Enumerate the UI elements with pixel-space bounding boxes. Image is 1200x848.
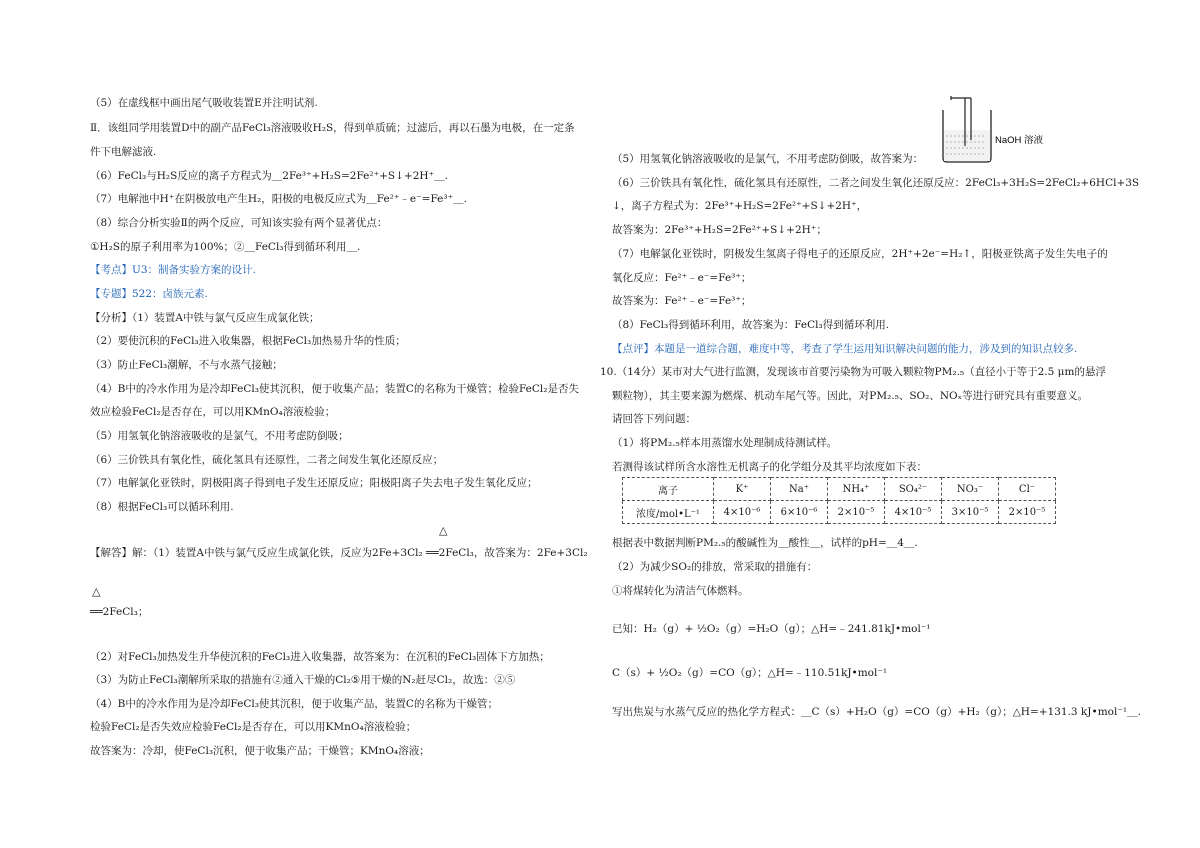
- table-row: [623, 478, 1056, 501]
- text-line: ══2FeCl₃；: [90, 606, 149, 618]
- text-line: （7）电解氯化亚铁时，阴极阳离子得到电子发生还原反应；阳极阳离子失去电子发生氧化反应；: [90, 477, 538, 489]
- text-line: （2）对FeCl₃加热发生升华使沉积的FeCl₃进入收集器，故答案为：在沉积的FeCl₃固体下方加热；: [90, 651, 550, 663]
- text-line: （8）根据FeCl₃可以循环利用.: [90, 501, 234, 513]
- ion-concentration-table: [622, 477, 1056, 524]
- text-line: （3）防止FeCl₃潮解，不与水蒸气接触；: [90, 359, 283, 371]
- text-line: 若测得该试样所含水溶性无机离子的化学组分及其平均浓度如下表：: [612, 461, 927, 473]
- zhuanti-line: 【专题】522：卤族元素.: [90, 288, 208, 300]
- text-line: 请回答下列问题：: [612, 413, 696, 425]
- text-line: ①H₂S的原子利用率为100%；②＿FeCl₃得到循环利用＿.: [90, 241, 361, 253]
- beaker-label: NaOH 溶液: [995, 135, 1044, 146]
- table-header-cell: NO₃⁻: [942, 478, 999, 501]
- table-header-cell: NH₄⁺: [828, 478, 885, 501]
- table-cell: 3×10⁻⁵: [942, 501, 999, 524]
- text-line: （4）B中的冷水作用为是冷却FeCl₃使其沉积，便于收集产品，装置C的名称为干燥管；: [90, 698, 498, 710]
- text-line: （6）三价铁具有氧化性，硫化氢具有还原性，二者之间发生氧化还原反应：2FeCl₃+3H₂S=2FeCl₂+6HCl+3S: [612, 177, 1140, 189]
- text-line: 氧化反应：Fe²⁺﹣e⁻=Fe³⁺；: [612, 272, 752, 284]
- text-line: 效应检验FeCl₂是否存在，可以用KMnO₄溶液检验；: [90, 406, 336, 418]
- table-cell: 2×10⁻⁵: [999, 501, 1056, 524]
- table-cell: 4×10⁻⁶: [714, 501, 771, 524]
- text-line: （2）为减少SO₂的排放，常采取的措施有：: [612, 561, 818, 573]
- text-line: （8）FeCl₃得到循环利用，故答案为：FeCl₃得到循环利用.: [612, 319, 890, 331]
- jieda-line: 【解答】解：（1）装置A中铁与氯气反应生成氯化铁，反应为2Fe+3Cl₂ ══2FeCl₃，故答案为：2Fe+3Cl₂: [90, 547, 588, 559]
- text-line: ①将煤转化为清洁气体燃料。: [612, 585, 749, 597]
- text-line: （6）三价铁具有氧化性，硫化氢具有还原性，二者之间发生氧化还原反应；: [90, 454, 444, 466]
- table-header-cell: K⁺: [714, 478, 771, 501]
- question-10-line: 10.（14分）某市对大气进行监测，发现该市首要污染物为可吸入颗粒物PM₂.₅（直径小于等于2.5 μm的悬浮: [600, 366, 1106, 378]
- text-line: （7）电解氯化亚铁时，阴极发生氢离子得电子的还原反应，2H⁺+2e⁻=H₂↑，阳极亚铁离子发生失电子的: [612, 248, 1108, 260]
- text-line: 检验FeCl₂是否失效应检验FeCl₂是否存在，可以用KMnO₄溶液检验；: [90, 721, 417, 733]
- text-line: 故答案为：冷却，使FeCl₃沉积，便于收集产品；干燥管；KMnO₄溶液；: [90, 745, 430, 757]
- text-line: 根据表中数据判断PM₂.₅的酸碱性为＿酸性＿，试样的pH=＿4＿.: [612, 537, 918, 549]
- table-row: [623, 501, 1056, 524]
- text-line: （2）要使沉积的FeCl₃进入收集器，根据FeCl₃加热易升华的性质；: [90, 335, 406, 347]
- text-line: （5）在虚线框中画出尾气吸收装置E并注明试剂.: [90, 97, 318, 109]
- table-cell: 浓度/mol•L⁻¹: [623, 501, 714, 524]
- equation-line: 已知：H₂（g）+ ½O₂（g）=H₂O（g）；△H=﹣241.81kJ•mol⁻¹: [612, 623, 931, 635]
- text-line: 件下电解滤液.: [90, 146, 157, 158]
- answer-line: 写出焦炭与水蒸气反应的热化学方程式：＿C（s）+H₂O（g）=CO（g）+H₂（g）；△H=+131.3 kJ•mol⁻¹＿.: [612, 706, 1141, 718]
- table-header-cell: Cl⁻: [999, 478, 1056, 501]
- table-cell: 6×10⁻⁶: [771, 501, 828, 524]
- text-line: （5）用氢氧化钠溶液吸收的是氯气，不用考虑防倒吸，故答案为：: [612, 153, 924, 165]
- text-line: （6）FeCl₃与H₂S反应的离子方程式为＿2Fe³⁺+H₂S=2Fe²⁺+S↓+2H⁺＿.: [90, 170, 448, 182]
- table-cell: 4×10⁻⁵: [885, 501, 942, 524]
- kaodian-line: 【考点】U3：制备实验方案的设计.: [90, 264, 256, 276]
- equation-line: C（s）+ ½O₂（g）=CO（g）；△H=﹣110.51kJ•mol⁻¹: [612, 667, 888, 679]
- fenxi-line: 【分析】（1）装置A中铁与氯气反应生成氯化铁；: [90, 312, 320, 324]
- table-header-cell: SO₄²⁻: [885, 478, 942, 501]
- text-line: Ⅱ．该组同学用装置D中的副产品FeCl₃溶液吸收H₂S，得到单质硫；过滤后，再以石墨为电极，在一定条: [90, 122, 575, 134]
- table-cell: 2×10⁻⁵: [828, 501, 885, 524]
- text-line: 颗粒物），其主要来源为燃煤、机动车尾气等。因此，对PM₂.₅、SO₂、NOₓ等进行研究具有重要意义。: [612, 390, 1089, 402]
- text-line: （8）综合分析实验Ⅱ的两个反应，可知该实验有两个显著优点：: [90, 217, 388, 229]
- heat-triangle: △: [439, 524, 448, 537]
- table-header-cell: Na⁺: [771, 478, 828, 501]
- text-line: （7）电解池中H⁺在阴极放电产生H₂，阳极的电极反应式为＿Fe²⁺﹣e⁻=Fe³⁺＿.: [90, 193, 467, 205]
- text-line: （4）B中的冷水作用为是冷却FeCl₃使其沉积，便于收集产品；装置C的名称为干燥管；检验FeCl₂是否失: [90, 383, 579, 395]
- text-line: （1）将PM₂.₅样本用蒸馏水处理制成待测试样。: [612, 437, 838, 449]
- text-line: （3）为防止FeCl₃潮解所采取的措施有②通入干燥的Cl₂⑤用干燥的N₂赶尽Cl₂，故选：②⑤: [90, 674, 516, 686]
- heat-triangle: △: [92, 585, 101, 598]
- text-line: ↓，离子方程式为：2Fe³⁺+H₂S=2Fe²⁺+S↓+2H⁺，: [612, 200, 868, 212]
- beaker-diagram: [937, 96, 1047, 166]
- table-header-cell: 离子: [623, 478, 714, 501]
- text-line: （5）用氢氧化钠溶液吸收的是氯气，不用考虑防倒吸；: [90, 430, 349, 442]
- text-line: 故答案为：Fe²⁺﹣e⁻=Fe³⁺；: [612, 295, 752, 307]
- dianping-line: 【点评】本题是一道综合题，难度中等，考查了学生运用知识解决问题的能力，涉及到的知识点较多.: [612, 343, 1078, 355]
- text-line: 故答案为：2Fe³⁺+H₂S=2Fe²⁺+S↓+2H⁺；: [612, 224, 827, 236]
